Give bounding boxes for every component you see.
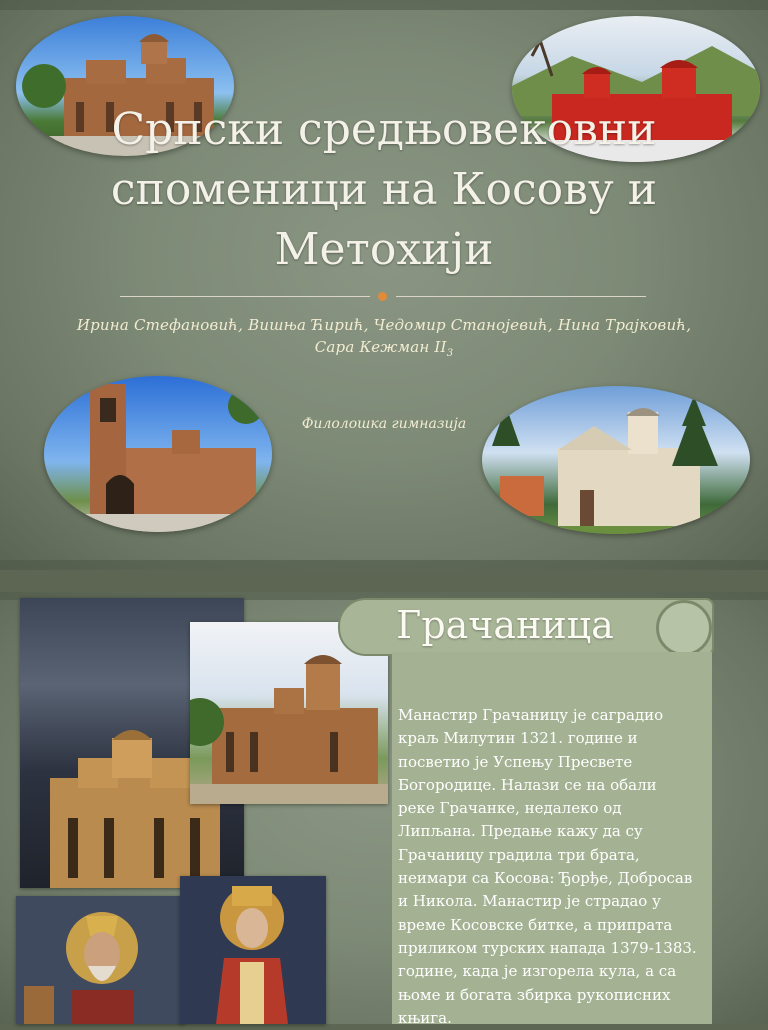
divider-ornament-dot [378,292,387,301]
photo-fresco-queen [180,876,326,1024]
photo-fresco-king [16,896,184,1024]
authors-text: Ирина Стефановић, Вишња Ћирић, Чедомир Станојевић, Нина Трајковић, Сара Кежман II [76,316,692,356]
bell-tower-church-illustration [44,376,272,532]
photo-church-bell-tower-oval [44,376,272,532]
presentation-title: Српски средњовековни споменици на Косову и Метохији [110,104,658,275]
fresco-king-illustration [16,896,184,1024]
section-title: Грачаница [396,603,614,647]
school-name: Филолошка гимназија [301,416,467,432]
title-divider-left [120,296,370,297]
photo-decani-oval [482,386,750,534]
gracanica-description: Манастир Грачаницу је саградио краљ Милутин 1321. године и посветио је Успењу Пресвете Богородице. Налази се на обали реке Грачанке, недалеко од Липљана. Предање кажу да су Грачаницу градила три брата, неимари са Косова: Ђорђе, Добросав и Никола. Манастир је страдао у време Косовске битке, а припрата приликом турских напада 1379-1383. године, када је изгорела кула, а са њоме и богата збирка рукописних књига. [398,706,697,1027]
decani-monastery-illustration [482,386,750,534]
title-divider-right [396,296,646,297]
authors-subscript: 3 [446,348,454,359]
torn-edge-bottom [0,560,768,570]
torn-edge-top [0,0,768,10]
authors-line [60,314,708,365]
fresco-queen-illustration [180,876,326,1024]
